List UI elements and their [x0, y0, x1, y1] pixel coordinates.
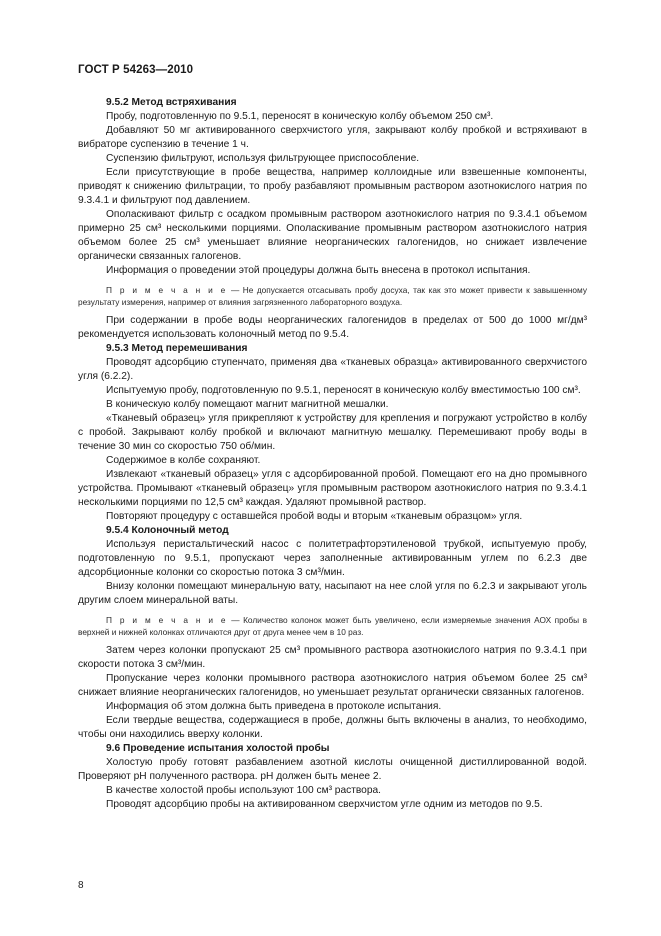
- paragraph: Повторяют процедуру с оставшейся пробой воды и вторым «тканевым образцом» угля.: [106, 511, 523, 522]
- paragraph: Внизу колонки помещают минеральную вату, насыпают на нее слой угля по 6.2.3 и закрывают уголь другим слоем минеральной ваты.: [78, 581, 587, 606]
- paragraph: Если присутствующие в пробе вещества, например коллоидные или взвешенные компоненты, приводят к снижению фильтрации, то пробу разбавляют промывным раствором азотнокислого натрия по 9.3.4.1 и фильтруют под давлением.: [78, 167, 587, 206]
- paragraph: Используя перистальтический насос с политетрафторэтиленовой трубкой, испытуемую пробу, подготовленную по 9.5.1, пропускают через заполненные активированным углем по 6.2.3 две адсорбционные колонки со скоростью потока 3 см³/мин.: [78, 539, 587, 578]
- section-heading-9-5-2: 9.5.2 Метод встряхивания: [106, 97, 237, 108]
- paragraph: Извлекают «тканевый образец» угля с адсорбированной пробой. Помещают его на дно промывного устройства. Промывают «тканевый образец» угля промывным раствором азотнокислого натрия по 9.3.4.1 несколькими порциями по 12,5 см³ каждая. Удаляют промывной раствор.: [78, 469, 587, 508]
- paragraph: «Тканевый образец» угля прикрепляют к устройству для крепления и погружают устройство в колбу с пробой. Закрывают колбу пробкой и включают магнитную мешалку. Перемешивают пробу воды в течение 30 мин со скоростью 750 об/мин.: [78, 413, 587, 452]
- paragraph: Информация об этом должна быть приведена в протоколе испытания.: [106, 701, 442, 712]
- section-heading-9-5-3: 9.5.3 Метод перемешивания: [106, 343, 248, 354]
- paragraph: Если твердые вещества, содержащиеся в пробе, должны быть включены в анализ, то необходимо, чтобы они находились вверху колонки.: [78, 715, 587, 740]
- paragraph: При содержании в пробе воды неорганических галогенидов в пределах от 500 до 1000 мг/дм³ рекомендуется использовать колоночный метод по 9.5.4.: [78, 315, 587, 340]
- paragraph: Холостую пробу готовят разбавлением азотной кислоты очищенной дистиллированной водой. Проверяют pH полученного раствора. pH должен быть менее 2.: [78, 757, 587, 782]
- paragraph: Информация о проведении этой процедуры должна быть внесена в протокол испытания.: [106, 265, 531, 276]
- paragraph: Проводят адсорбцию пробы на активированном сверхчистом угле одним из методов по 9.5.: [106, 799, 543, 810]
- paragraph: Затем через колонки пропускают 25 см³ промывного раствора азотнокислого натрия по 9.3.4.1 при скорости потока 3 см³/мин.: [78, 645, 587, 670]
- document-code: ГОСТ Р 54263—2010: [78, 64, 194, 76]
- paragraph: Испытуемую пробу, подготовленную по 9.5.1, переносят в коническую колбу вместимостью 100 см³.: [106, 385, 581, 396]
- document-body: [78, 96, 587, 812]
- paragraph: Суспензию фильтруют, используя фильтрующее приспособление.: [106, 153, 420, 164]
- paragraph: В качестве холостой пробы используют 100 см³ раствора.: [106, 785, 382, 796]
- note-text: — Не допускается отсасывать пробу досуха, так как это может привести к завышенному результату измерения, например от влияния загрязненного лабораторного воздуха.: [78, 285, 587, 307]
- section-heading-9-6: 9.6 Проведение испытания холостой пробы: [106, 743, 330, 754]
- section-heading-9-5-4: 9.5.4 Колоночный метод: [106, 525, 229, 536]
- paragraph: Пробу, подготовленную по 9.5.1, переносят в коническую колбу объемом 250 см³.: [106, 111, 494, 122]
- paragraph: Ополаскивают фильтр с осадком промывным раствором азотнокислого натрия по 9.3.4.1 объемом примерно 25 см³ несколькими порциями. Ополаскивание промывным раствором азотнокислого натрия объемом более 25 см³ уменьшает влияние неорганических галогенидов, но снижает извлечение органически связанных галогенов.: [78, 209, 587, 262]
- note-text: — Количество колонок может быть увеличено, если измеряемые значения АОХ пробы в верхней и нижней колонках отличаются друг от друга менее чем в 10 раз.: [78, 615, 587, 637]
- paragraph: Содержимое в колбе сохраняют.: [106, 455, 261, 466]
- note-label: П р и м е ч а н и е: [106, 285, 228, 295]
- note-2: [78, 614, 587, 638]
- note-label: П р и м е ч а н и е: [106, 615, 228, 625]
- page-number: 8: [78, 880, 84, 891]
- paragraph: Добавляют 50 мг активированного сверхчистого угля, закрывают колбу пробкой и встряхивают в вибраторе суспензию в течение 1 ч.: [78, 125, 587, 150]
- paragraph: Проводят адсорбцию ступенчато, применяя два «тканевых образца» активированного сверхчистого угля (6.2.2).: [78, 357, 587, 382]
- paragraph: Пропускание через колонки промывного раствора азотнокислого натрия объемом более 25 см³ снижает влияние неорганических галогенидов, но уменьшает результат органически связанных галогенов.: [78, 673, 587, 698]
- paragraph: В коническую колбу помещают магнит магнитной мешалки.: [106, 399, 389, 410]
- note-1: [78, 284, 587, 308]
